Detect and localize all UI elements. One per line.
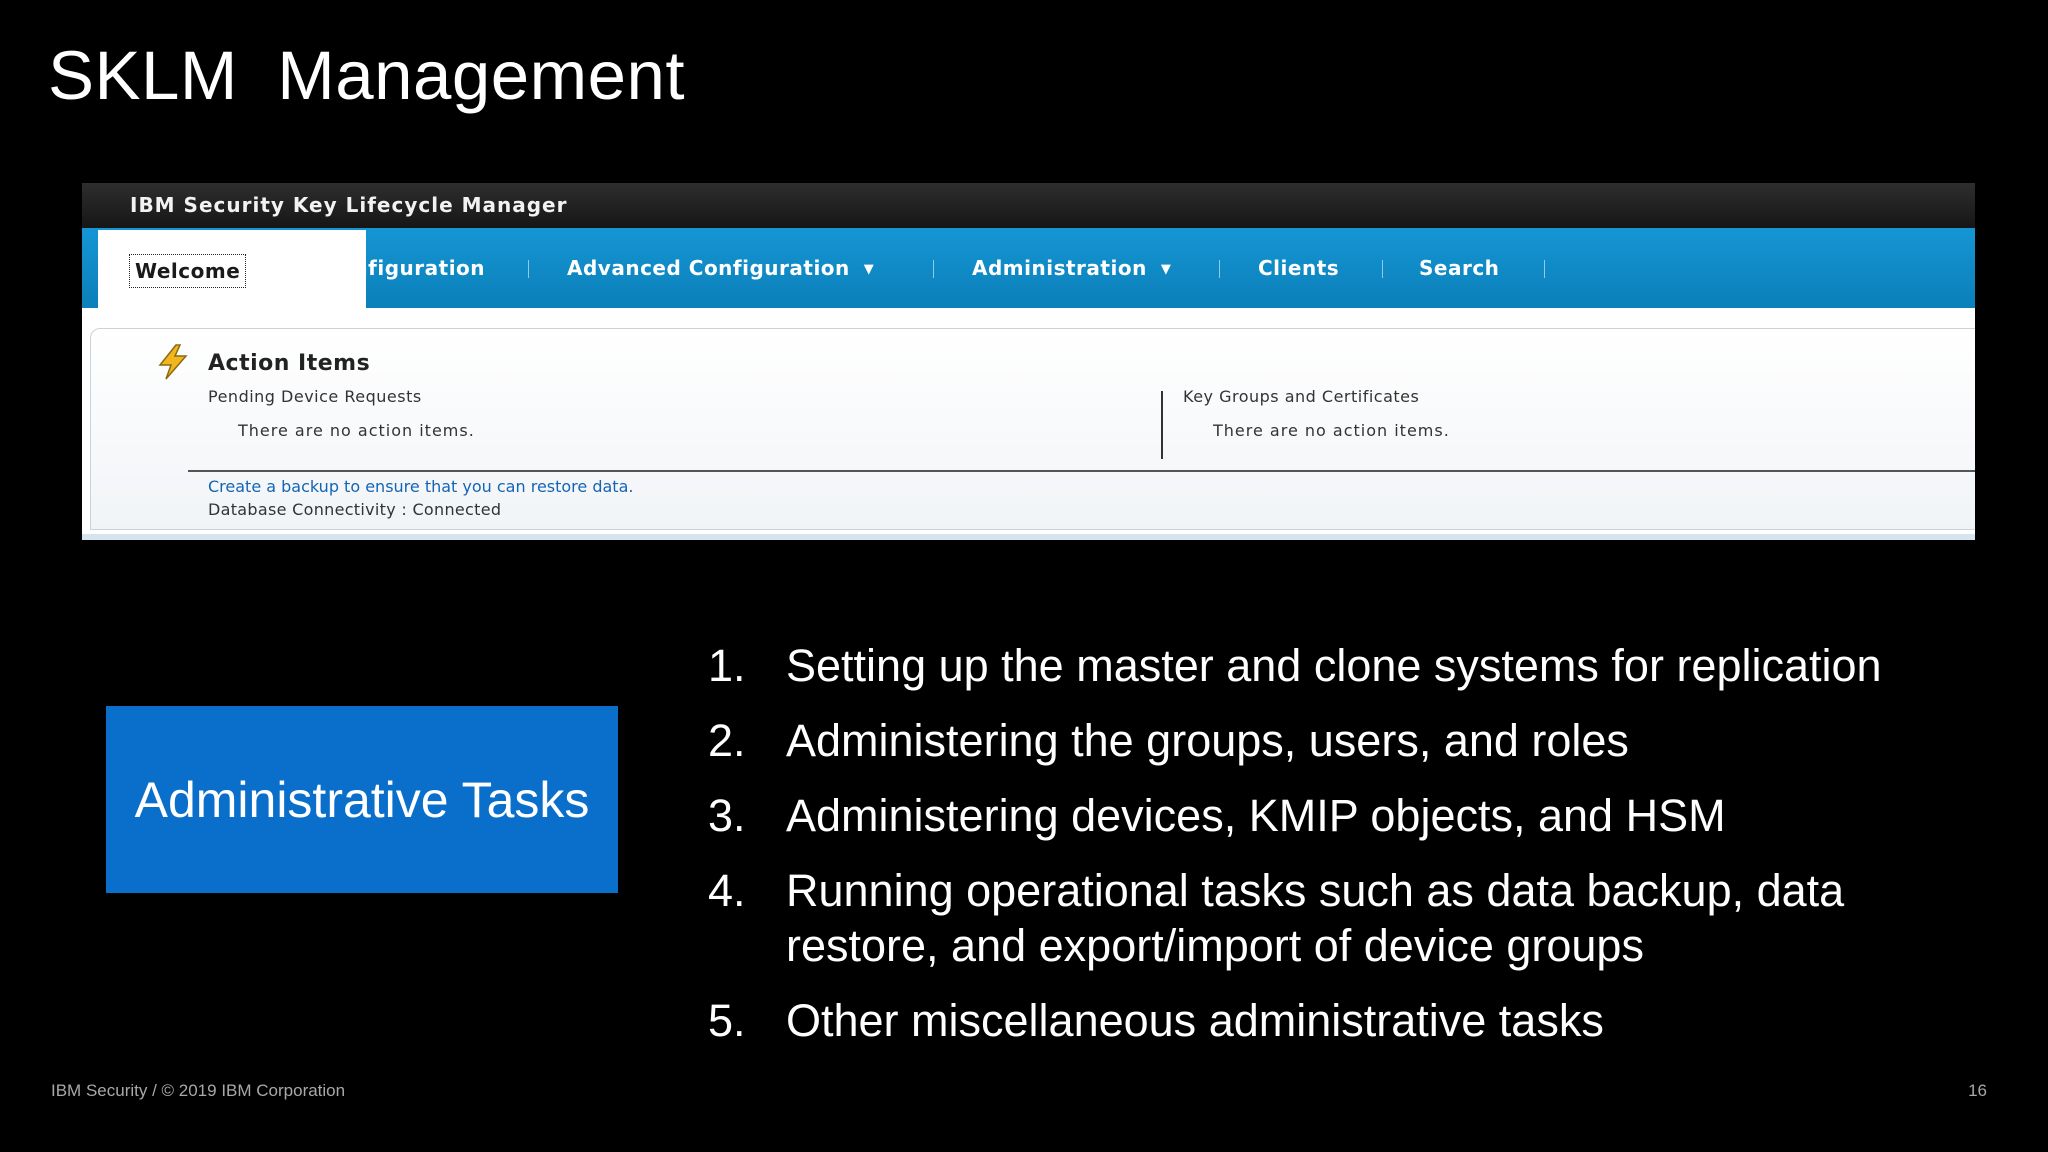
action-items-panel bbox=[90, 328, 1975, 530]
list-item bbox=[708, 713, 2008, 768]
list-item bbox=[708, 863, 2008, 973]
column-divider bbox=[1161, 391, 1163, 459]
tab-welcome-label: Welcome bbox=[129, 254, 246, 288]
list-item bbox=[708, 788, 2008, 843]
tab-search-label: Search bbox=[1419, 256, 1500, 280]
content-area bbox=[82, 308, 1975, 540]
task-list bbox=[708, 638, 2008, 1068]
nav-separator bbox=[1219, 260, 1220, 278]
tab-search[interactable] bbox=[1419, 228, 1499, 308]
tab-configuration-label: Configuration bbox=[324, 256, 486, 280]
slide-title: SKLM Management bbox=[48, 37, 685, 114]
administrative-tasks-box bbox=[106, 706, 618, 893]
app-title: IBM Security Key Lifecycle Manager bbox=[130, 193, 568, 217]
page-number: 16 bbox=[1968, 1081, 1987, 1100]
list-item-number: 1. bbox=[708, 640, 746, 691]
list-item-text: Other miscellaneous administrative tasks bbox=[786, 995, 1604, 1046]
key-groups-certificates-title: Key Groups and Certificates bbox=[1183, 387, 1420, 406]
tab-clients-label: Clients bbox=[1258, 256, 1340, 280]
list-item bbox=[708, 638, 2008, 693]
nav-separator bbox=[1544, 260, 1545, 278]
list-item-text: Administering devices, KMIP objects, and HSM bbox=[786, 790, 1726, 841]
list-item-text: Running operational tasks such as data backup, data restore, and export/import of device groups bbox=[786, 865, 1845, 971]
nav-separator bbox=[528, 260, 529, 278]
database-connectivity-status: Database Connectivity : Connected bbox=[208, 500, 502, 519]
list-item-number: 5. bbox=[708, 995, 746, 1046]
list-item-number: 3. bbox=[708, 790, 746, 841]
chevron-down-icon: ▼ bbox=[1160, 262, 1172, 277]
action-items-heading: Action Items bbox=[208, 351, 371, 376]
list-item-text: Administering the groups, users, and roles bbox=[786, 715, 1629, 766]
app-nav-bar bbox=[82, 228, 1975, 308]
tab-administration[interactable] bbox=[972, 228, 1171, 308]
tab-configuration[interactable] bbox=[324, 228, 485, 308]
create-backup-link[interactable]: Create a backup to ensure that you can restore data. bbox=[208, 477, 634, 496]
list-item-number: 4. bbox=[708, 865, 746, 916]
lightning-bolt-icon bbox=[154, 343, 192, 381]
tab-advanced-configuration-label: Advanced Configuration bbox=[567, 256, 850, 280]
sklm-app-screenshot bbox=[82, 183, 1975, 540]
nav-separator bbox=[933, 260, 934, 278]
list-item-number: 2. bbox=[708, 715, 746, 766]
chevron-down-icon: ▼ bbox=[863, 262, 875, 277]
pending-device-requests-text: There are no action items. bbox=[238, 421, 475, 440]
footer-copyright: IBM Security / © 2019 IBM Corporation bbox=[51, 1081, 346, 1100]
pending-device-requests-title: Pending Device Requests bbox=[208, 387, 422, 406]
tab-clients[interactable] bbox=[1258, 228, 1339, 308]
nav-separator bbox=[1382, 260, 1383, 278]
tab-administration-label: Administration bbox=[972, 256, 1147, 280]
bottom-strip bbox=[82, 534, 1975, 540]
key-groups-certificates-text: There are no action items. bbox=[1213, 421, 1450, 440]
tab-advanced-configuration[interactable] bbox=[567, 228, 874, 308]
panel-divider bbox=[188, 470, 1975, 472]
app-header bbox=[82, 183, 1975, 228]
administrative-tasks-label: Administrative Tasks bbox=[134, 771, 590, 828]
list-item bbox=[708, 993, 2008, 1048]
list-item-text: Setting up the master and clone systems for replication bbox=[786, 640, 1882, 691]
